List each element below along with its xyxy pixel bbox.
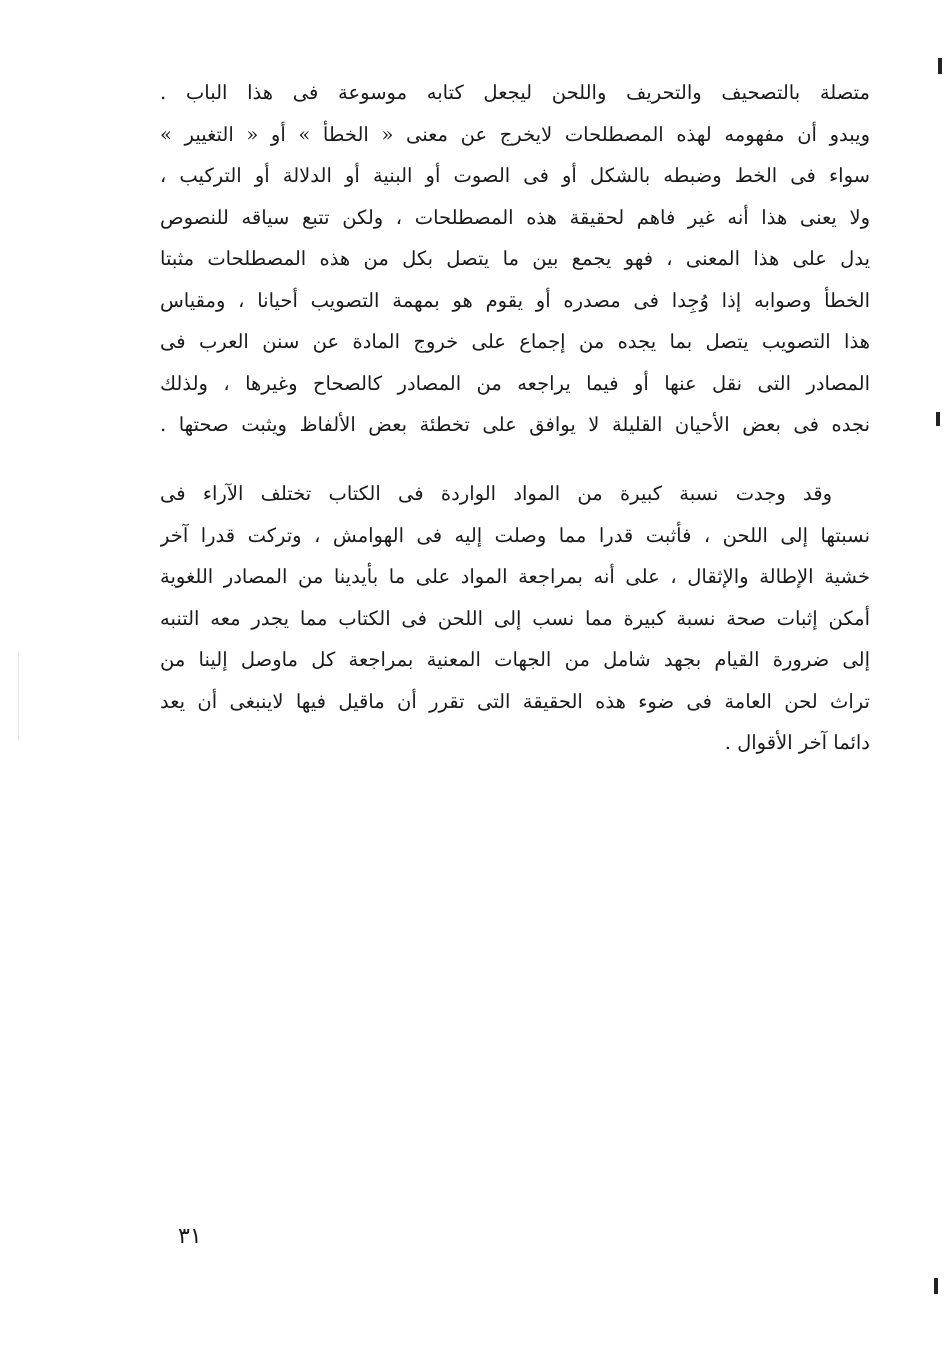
text-line: إلى ضرورة القيام بجهد شامل من الجهات المعنية بمراجعة كل ماوصل إلينا من xyxy=(160,648,870,671)
text-line: نسبتها إلى اللحن ، فأثبت قدرا مما وصلت إليه فى الهوامش ، وتركت قدرا آخر xyxy=(160,523,870,547)
text-line: الخطأ وصوابه إذا وُجِدا فى مصدره أو يقوم هو بمهمة التصويب أحيانا ، ومقياس xyxy=(160,288,870,312)
text-line: أمكن إثبات صحة نسبة كبيرة مما نسب إلى اللحن فى الكتاب مما يجدر معه التنبه xyxy=(160,606,870,630)
scan-edge-mark xyxy=(936,412,940,426)
text-line: ويبدو أن مفهومه لهذه المصطلحات لايخرج عن معنى « الخطأ » أو « التغيير » xyxy=(160,122,870,146)
scan-artifact-line xyxy=(18,650,19,740)
text-line: يدل على هذا المعنى ، فهو يجمع بين ما يتصل بكل من هذه المصطلحات مثبتا xyxy=(160,247,870,270)
text-line: وقد وجدت نسبة كبيرة من المواد الواردة فى الكتاب تختلف الآراء فى xyxy=(160,482,832,505)
text-line: تراث لحن العامة فى ضوء هذه الحقيقة التى تقرر أن ماقيل فيها لاينبغى أن يعد xyxy=(160,689,870,713)
paragraph-2 xyxy=(160,473,870,764)
text-line: ولا يعنى هذا أنه غير فاهم لحقيقة هذه المصطلحات ، ولكن تتبع سياقه للنصوص xyxy=(160,205,870,229)
scan-edge-mark xyxy=(938,58,942,74)
text-line: سواء فى الخط وضبطه بالشكل أو فى الصوت أو البنية أو الدلالة أو التركيب ، xyxy=(160,164,870,187)
text-line: هذا التصويب يتصل بما يجده من إجماع على خروج المادة عن سنن العرب فى xyxy=(160,330,870,353)
page-number: ٣١ xyxy=(178,1224,202,1249)
text-line: خشية الإطالة والإثقال ، على أنه بمراجعة المواد على ما بأيدينا من المصادر اللغوية xyxy=(160,565,870,588)
scan-edge-mark xyxy=(934,1278,938,1294)
text-line: دائما آخر الأقوال . xyxy=(724,731,870,754)
paragraph-1 xyxy=(160,72,870,446)
text-line: نجده فى بعض الأحيان القليلة لا يوافق على تخطئة بعض الألفاظ ويثبت صحتها . xyxy=(160,413,870,436)
text-line: المصادر التى نقل عنها أو فيما يراجعه من المصادر كالصحاح وغيرها ، ولذلك xyxy=(160,371,870,395)
text-line: متصلة بالتصحيف والتحريف واللحن ليجعل كتابه موسوعة فى هذا الباب . xyxy=(160,81,870,104)
